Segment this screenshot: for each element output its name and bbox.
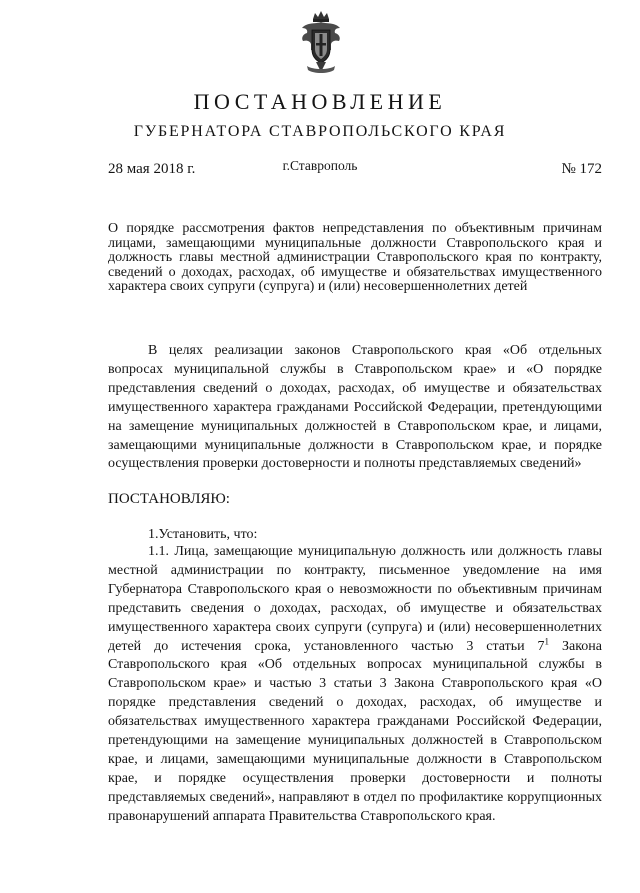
- document-number: № 172: [561, 161, 602, 177]
- clause-1-1-text-part1: 1.1. Лица, замещающие муниципальную должность или должность главы местной администрации по контракту, письменное уведомление на имя Губернатора Ставропольского края о невозможности по объективным причинам представить сведения о доходах, расходах, об имуществе и обязательствах имущественного характера своих супруги (супруга) и (или) несовершеннолетних детей до истечения срока, установленного частью 3 статьи 7: [108, 544, 602, 654]
- document-subject: О порядке рассмотрения фактов непредставления по объективным причинам лицами, замещающими муниципальные должности Ставропольского края и должность главы местной администрации Ставропольского края по контракту, сведений о доходах, расходах, об имуществе и обязательствах имущественного характера своих супруги (супруга) и (или) несовершеннолетних детей: [108, 221, 602, 295]
- document-city: г.Ставрополь: [282, 158, 358, 173]
- document-date: 28 мая 2018 г.: [108, 161, 196, 177]
- clause-1-1-text-part2: Закона Ставропольского края «Об отдельных вопросах муниципальной службы в Ставропольском крае» и частью 3 статьи 3 Закона Ставропольского края «О порядке представления сведений о доходах, расходах, об имуществе и обязательствах имущественного характера гражданами Российской Федерации, претендующими на замещение муниципальных должностей в Ставропольском крае, и лицами, замещающими муниципальные должности в Ставропольском крае, и порядке осуществления проверки достоверности и полноты представляемых сведений», направляют в отдел по профилактике коррупционных правонарушений аппарата Правительства Ставропольского края.: [108, 638, 602, 824]
- clause-1-1-superscript: 1: [544, 635, 550, 646]
- coat-of-arms-icon: [298, 10, 344, 78]
- clause-1: 1.Установить, что:: [148, 527, 258, 542]
- document-preamble: В целях реализации законов Ставропольского края «Об отдельных вопросах муниципальной службы в Ставропольском крае» и «О порядке представления сведений о доходах, расходах, об имуществе и обязательствах имущественного характера гражданами Российской Федерации, претендующими на замещение муниципальных должностей в Ставропольском крае, и лицами, замещающими муниципальные должности в Ставропольском крае, и порядке осуществления проверки достоверности и полноты представляемых сведений»: [108, 343, 602, 472]
- resolve-heading: ПОСТАНОВЛЯЮ:: [108, 491, 230, 507]
- document-title: ПОСТАНОВЛЕНИЕ: [193, 89, 447, 114]
- document-subtitle: ГУБЕРНАТОРА СТАВРОПОЛЬСКОГО КРАЯ: [133, 123, 507, 140]
- clause-1-1: [108, 543, 602, 827]
